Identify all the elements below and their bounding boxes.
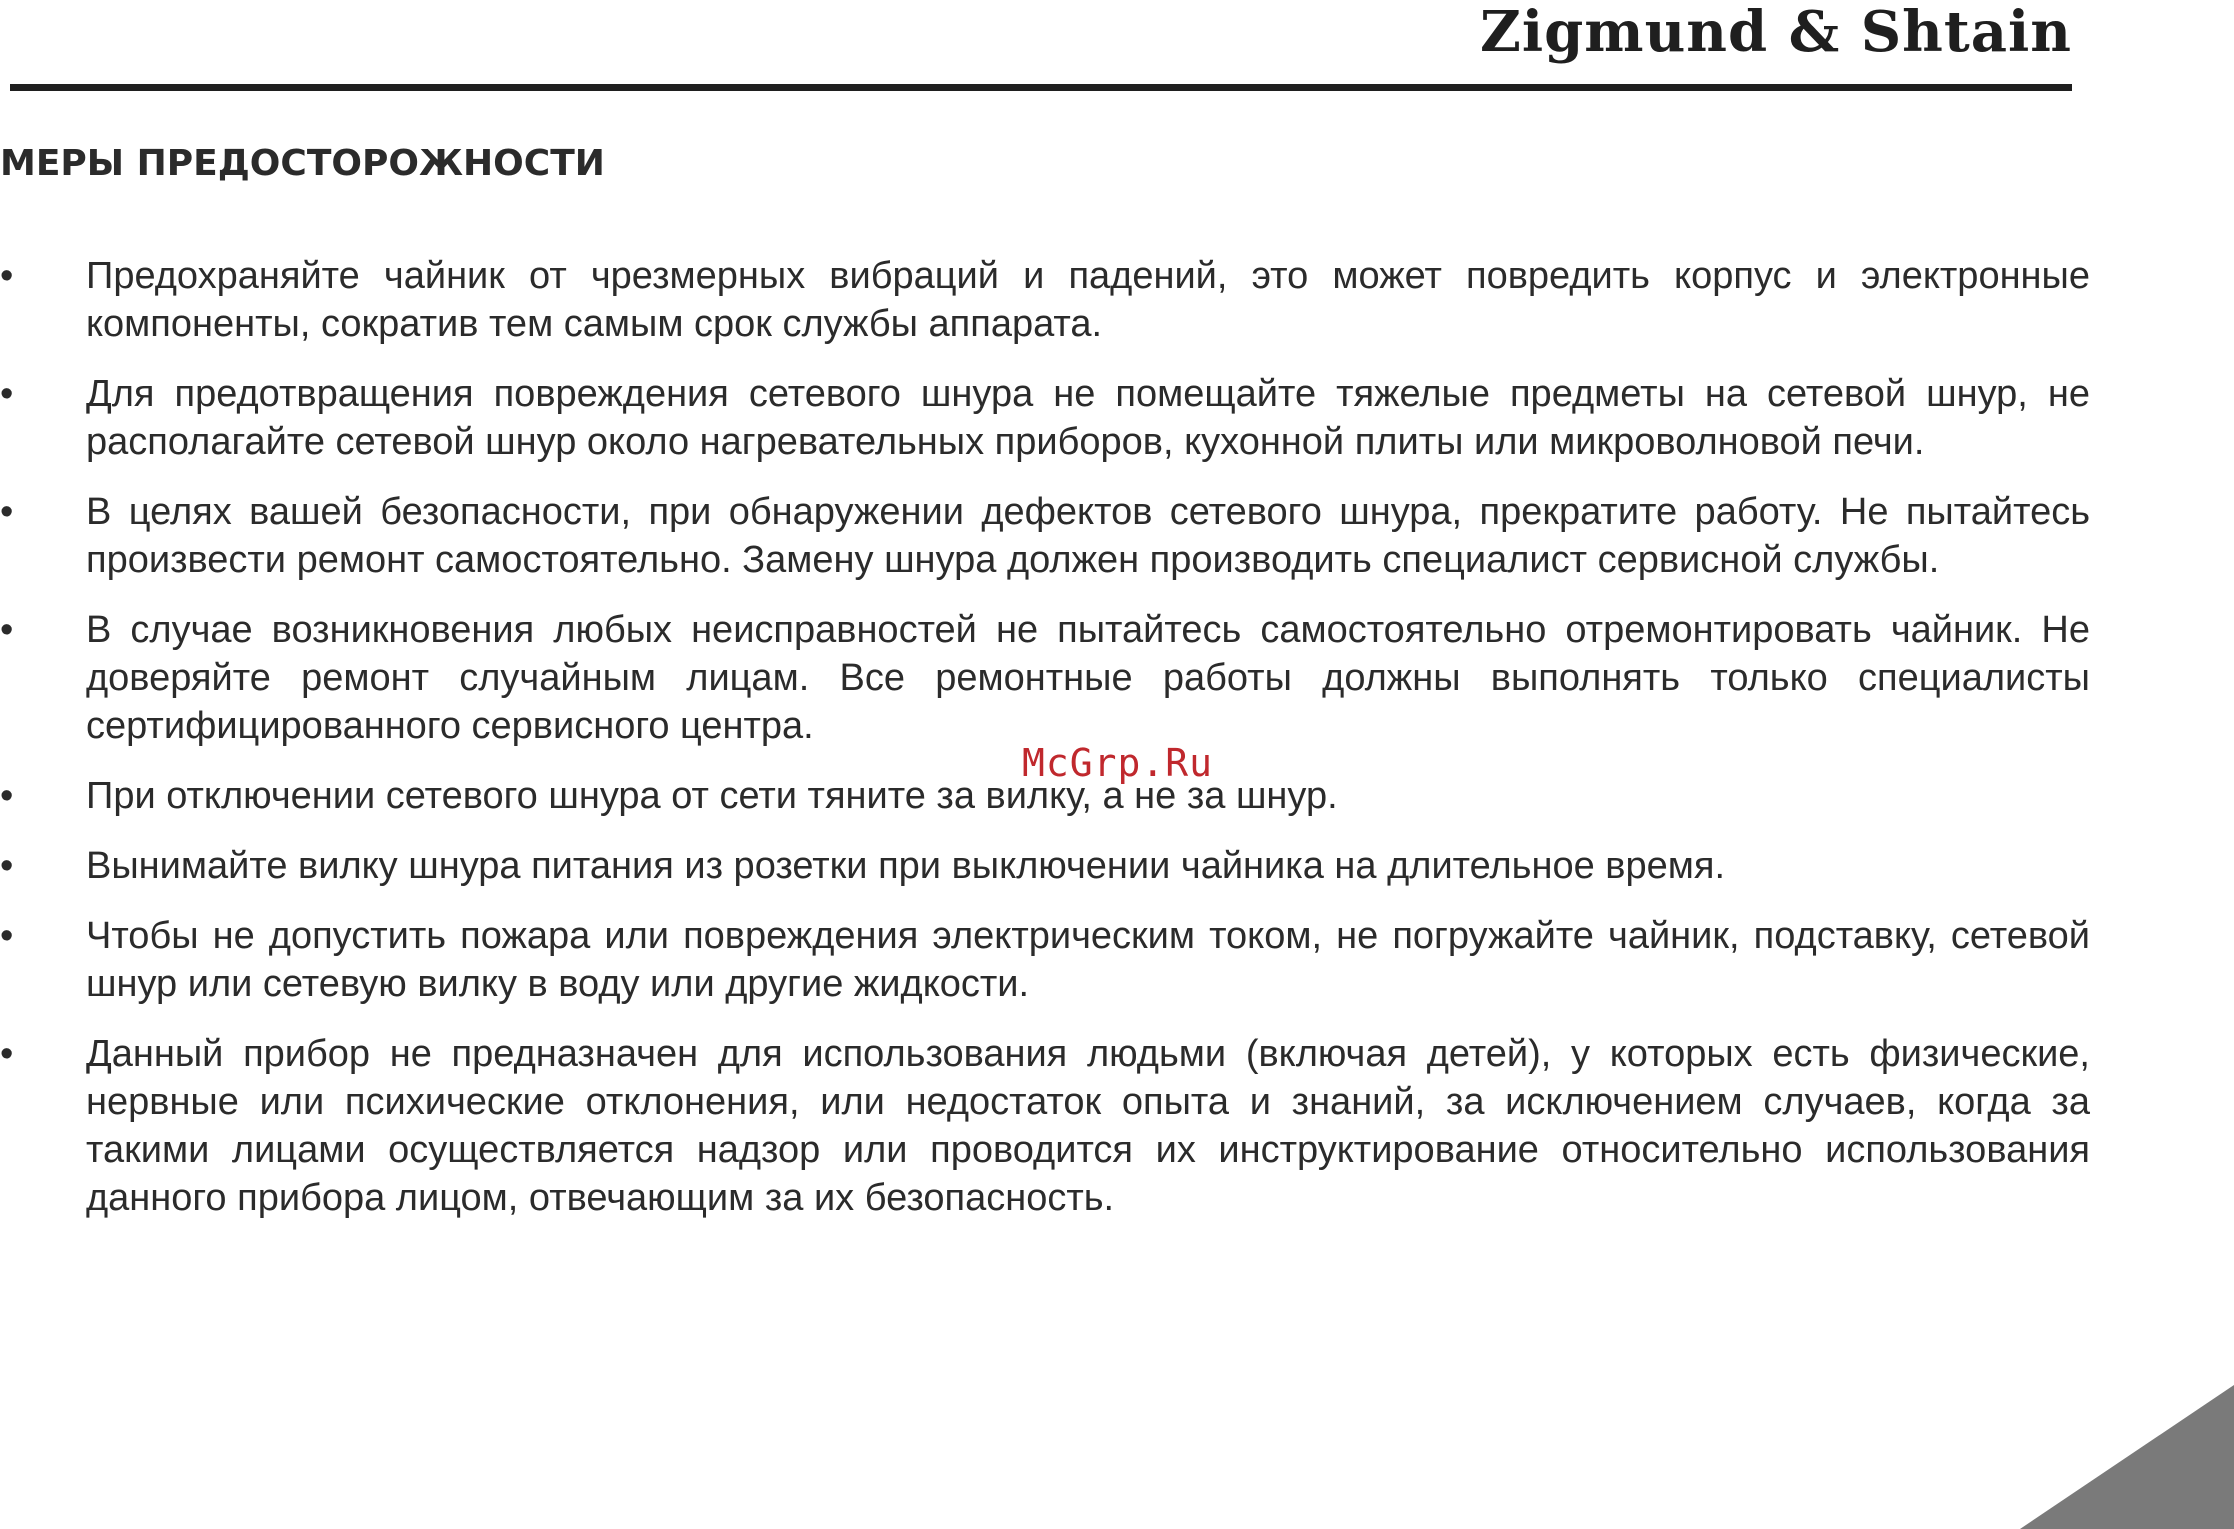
list-item bbox=[0, 488, 2090, 584]
bullet-icon: • bbox=[0, 775, 14, 817]
list-item bbox=[0, 842, 2090, 890]
bullet-icon: • bbox=[0, 255, 14, 297]
list-item bbox=[0, 912, 2090, 1008]
list-item-text: В целях вашей безопасности, при обнаружении дефектов сетевого шнура, прекратите работу. Не пытайтесь произвести ремонт самостоятельно. Замену шнура должен производить специалист сервисной службы. bbox=[86, 491, 2090, 581]
bullet-icon: • bbox=[0, 915, 14, 957]
bullet-icon: • bbox=[0, 1033, 14, 1075]
section-title: МЕРЫ ПРЕДОСТОРОЖНОСТИ bbox=[0, 143, 605, 184]
bullet-icon: • bbox=[0, 491, 14, 533]
list-item-text: Чтобы не допустить пожара или повреждения электрическим током, не погружайте чайник, подставку, сетевой шнур или сетевую вилку в воду или другие жидкости. bbox=[86, 915, 2090, 1005]
list-item-text: В случае возникновения любых неисправностей не пытайтесь самостоятельно отремонтировать чайник. Не доверяйте ремонт случайным лицам. Все ремонтные работы должны выполнять только специалисты сертифицированного сервисного центра. bbox=[86, 609, 2090, 747]
list-item-text: Данный прибор не предназначен для использования людьми (включая детей), у которых есть физические, нервные или психические отклонения, или недостаток опыта и знаний, за исключением случаев, когда за такими лицами осуществляется надзор или проводится их инструктирование относительно использования данного прибора лицом, отвечающим за их безопасность. bbox=[86, 1033, 2090, 1219]
bullet-icon: • bbox=[0, 373, 14, 415]
bullet-icon: • bbox=[0, 609, 14, 651]
list-item bbox=[0, 252, 2090, 348]
header-rule bbox=[10, 84, 2072, 91]
corner-triangle bbox=[2020, 1385, 2234, 1529]
list-item bbox=[0, 370, 2090, 466]
list-item bbox=[0, 606, 2090, 750]
watermark-text: McGrp.Ru bbox=[1022, 741, 1214, 785]
list-item-text: При отключении сетевого шнура от сети тяните за вилку, а не за шнур. bbox=[86, 775, 1338, 817]
list-item-text: Для предотвращения повреждения сетевого шнура не помещайте тяжелые предметы на сетевой шнур, не располагайте сетевой шнур около нагревательных приборов, кухонной плиты или микроволновой печи. bbox=[86, 373, 2090, 463]
list-item-text: Вынимайте вилку шнура питания из розетки при выключении чайника на длительное время. bbox=[86, 845, 1726, 887]
list-item-text: Предохраняйте чайник от чрезмерных вибраций и падений, это может повредить корпус и электронные компоненты, сократив тем самым срок службы аппарата. bbox=[86, 255, 2090, 345]
list-item bbox=[0, 1030, 2090, 1222]
bullet-icon: • bbox=[0, 845, 14, 887]
brand-logo: Zigmund & Shtain bbox=[1480, 0, 2072, 65]
